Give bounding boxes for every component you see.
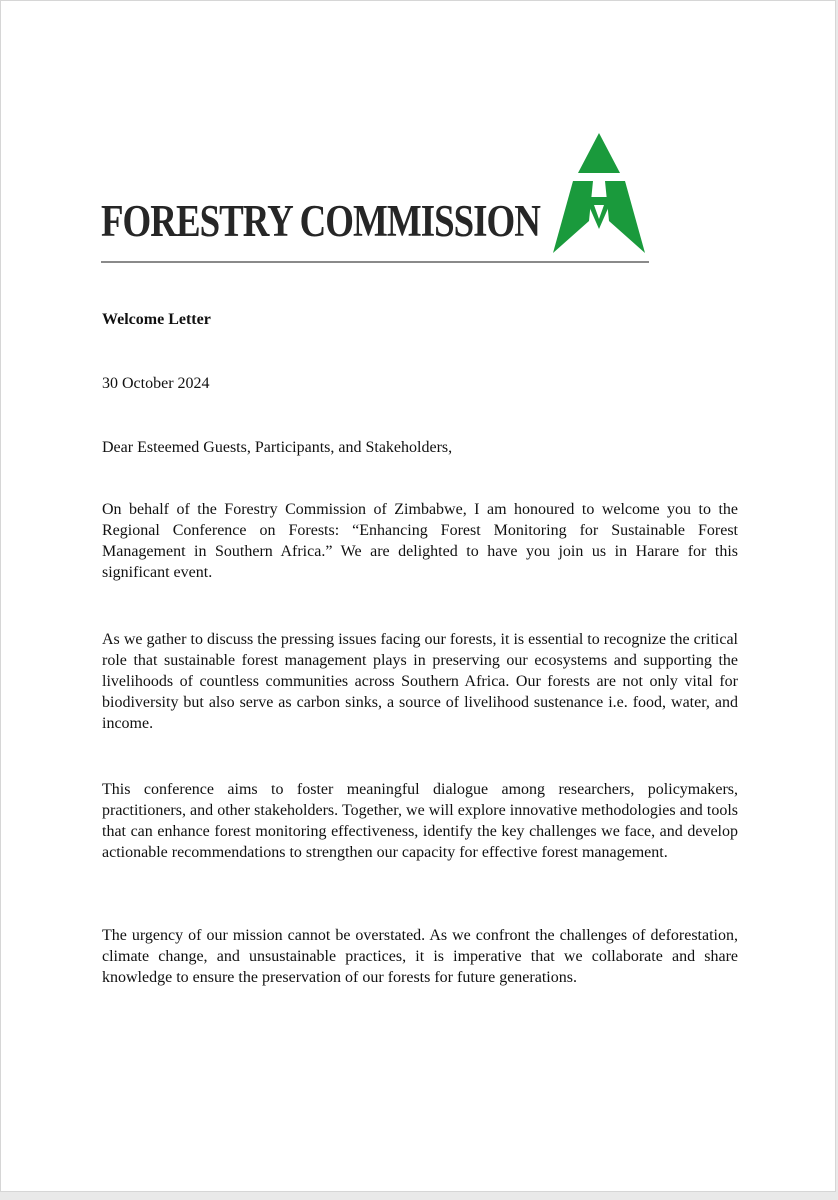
letter-body: [102, 309, 738, 986]
paragraph-urgency: The urgency of our mission cannot be overstated. As we confront the challenges of deforestation, climate change, and unsustainable practices, it is imperative that we collaborate and share knowledge to ensure the preservation of our forests for future generations.: [102, 927, 738, 986]
letter-salutation: Dear Esteemed Guests, Participants, and Stakeholders,: [102, 439, 453, 456]
paragraph-conference-aims: This conference aims to foster meaningful dialogue among researchers, policymakers, practitioners, and other stakeholders. Together, we will explore innovative methodologies and tools that can enhance forest monitoring effectiveness, identify the key challenges we face, and develop actionable recommendations to strengthen our capacity for effective forest management.: [102, 781, 738, 861]
tree-triangle-logo-icon: [549, 133, 649, 255]
forestry-commission-logo: [101, 131, 651, 267]
letter-date: 30 October 2024: [102, 375, 210, 392]
logo-wordmark: FORESTRY COMMISSION: [101, 196, 540, 246]
paragraph-welcome: On behalf of the Forestry Commission of Zimbabwe, I am honoured to welcome you to the Regional Conference on Forests: “Enhancing Forest Monitoring for Sustainable Forest Management in Southern Africa.” We are delighted to have you join us in Harare for this significant event.: [102, 501, 738, 581]
logo-divider: [101, 261, 649, 263]
letter-title: Welcome Letter: [102, 311, 211, 328]
paragraph-forest-importance: As we gather to discuss the pressing issues facing our forests, it is essential to recognize the critical role that sustainable forest management plays in preserving our ecosystems and supporting the livelihoods of countless communities across Southern Africa. Our forests are not only vital for biodiversity but also serve as carbon sinks, a source of livelihood sustenance i.e. food, water, and income.: [102, 631, 738, 732]
